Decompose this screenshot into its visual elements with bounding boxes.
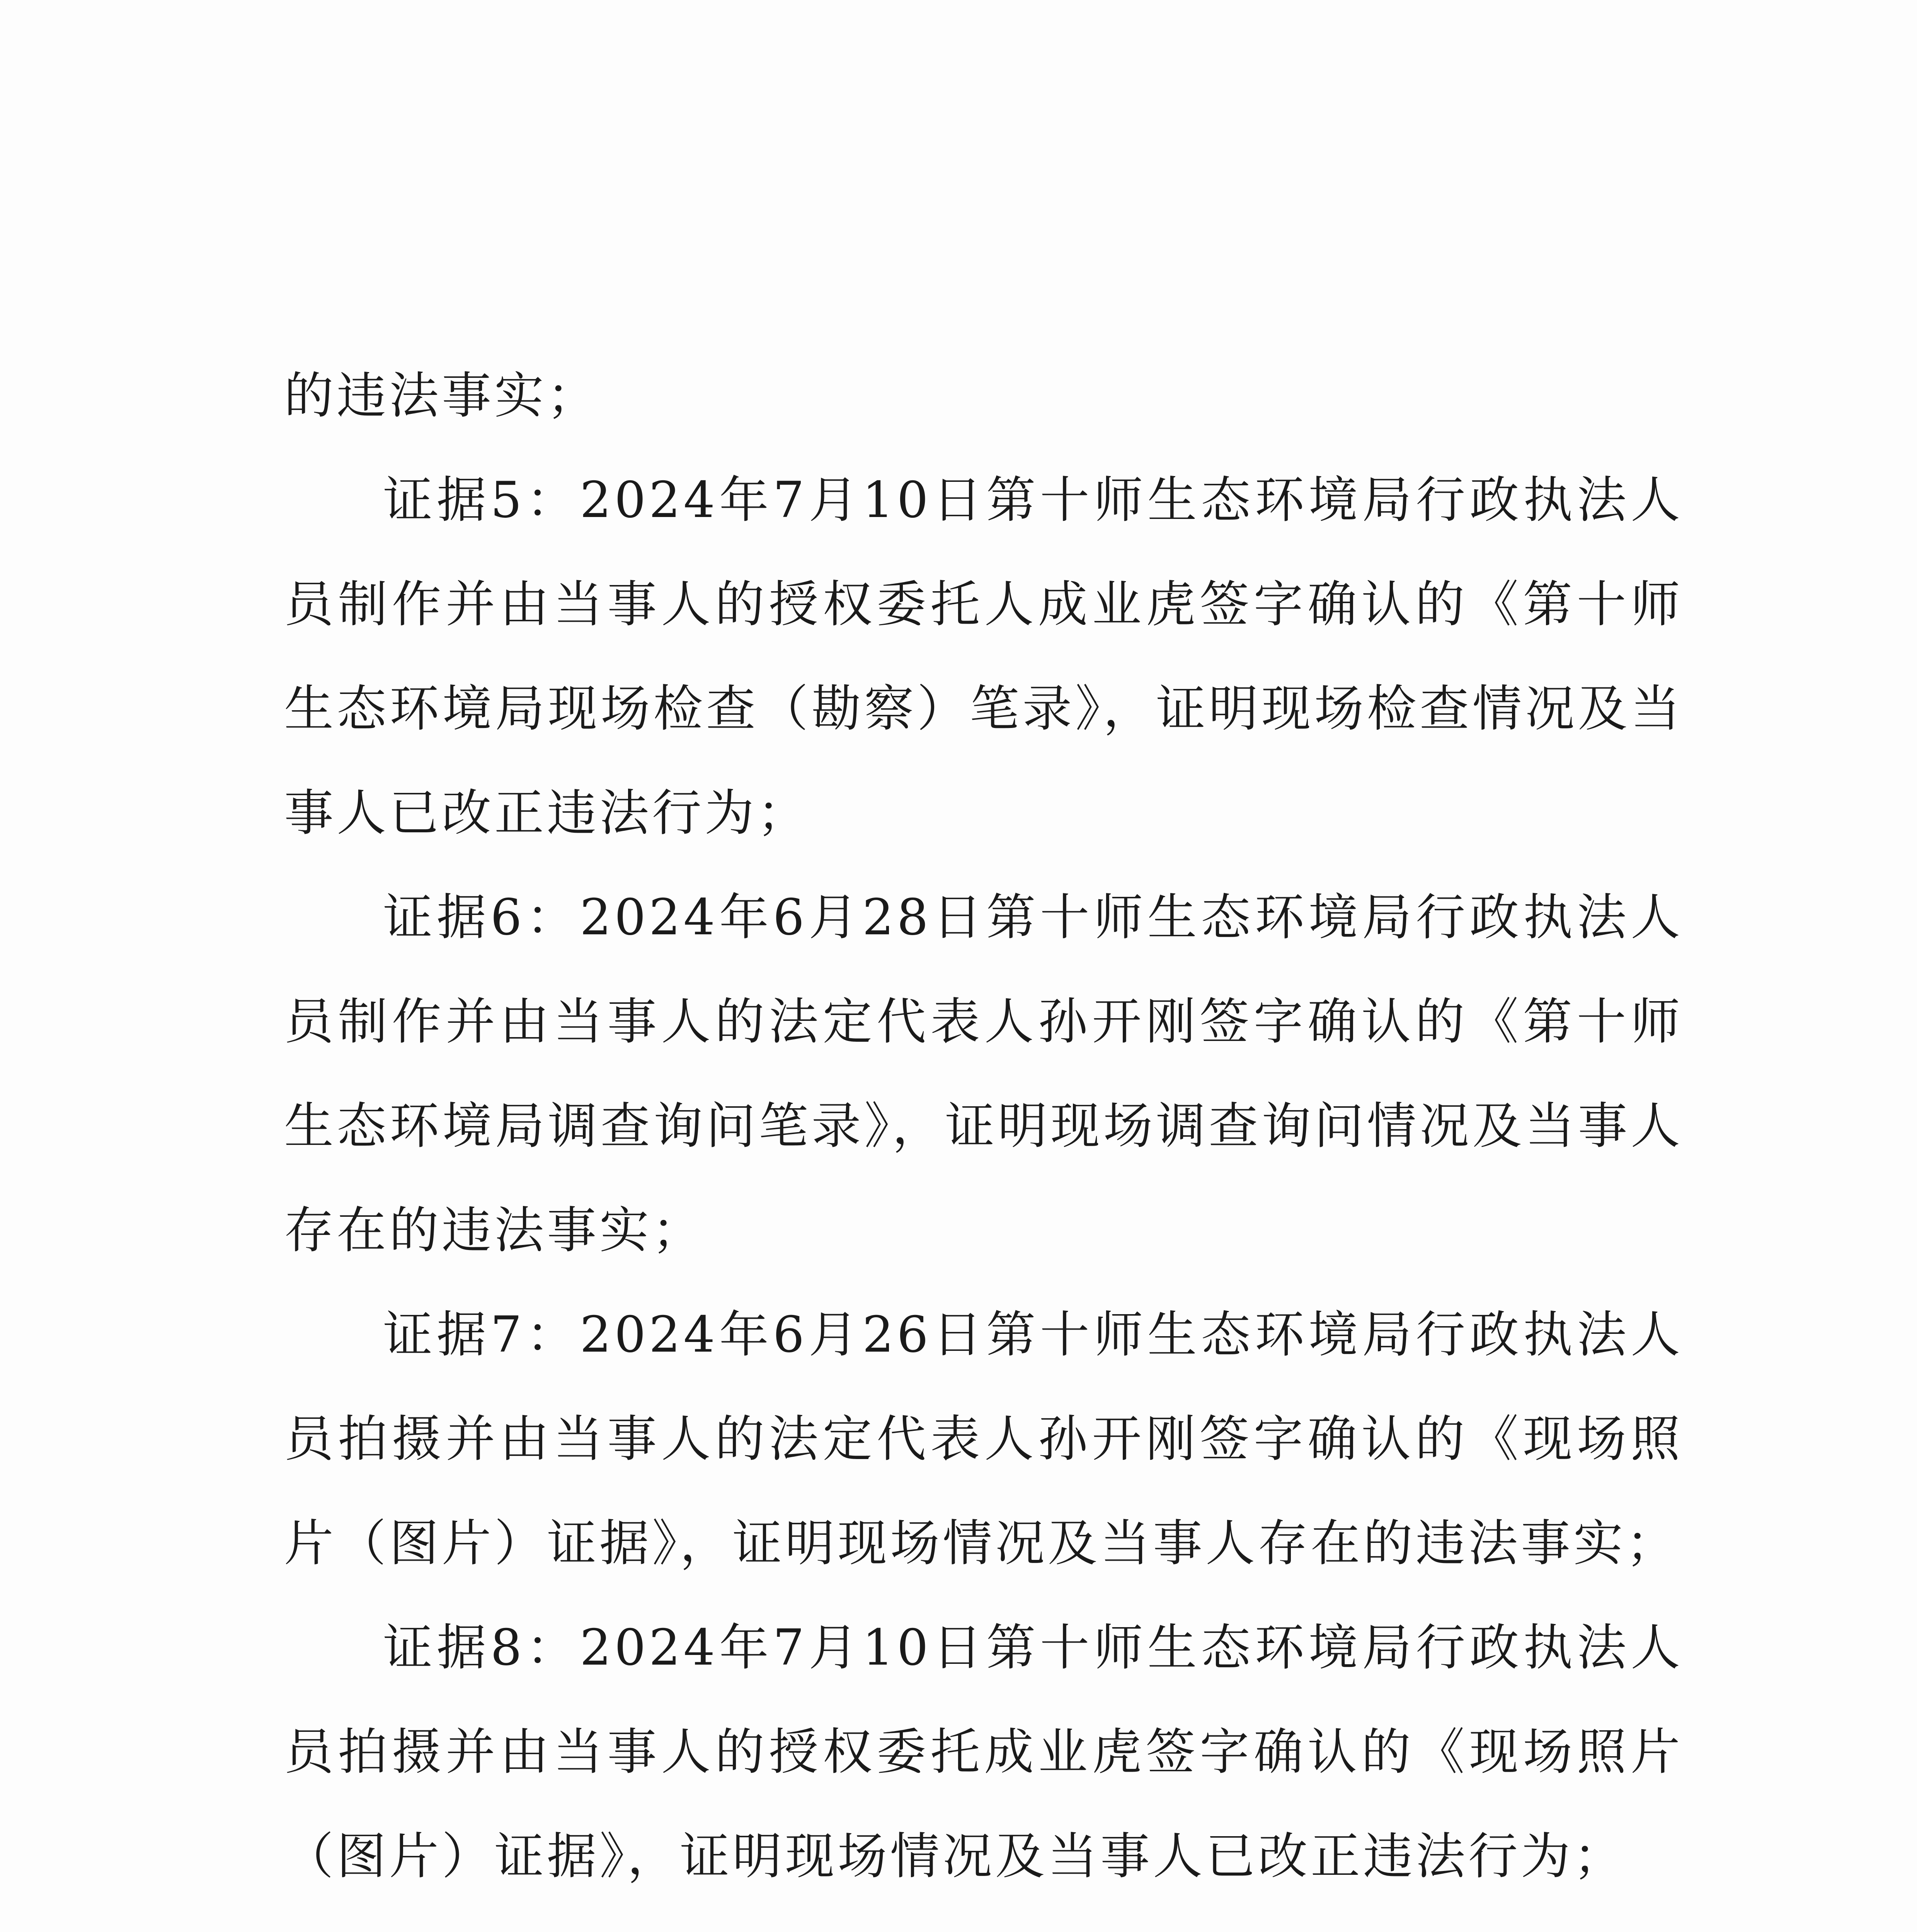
- paragraph-evidence-5: 证据5：2024年7月10日第十师生态环境局行政执法人员制作并由当事人的授权委托人成业虎签字确认的《第十师生态环境局现场检查（勘察）笔录》，证明现场检查情况及当事人已改正违法行为；: [284, 471, 1683, 842]
- paragraph-evidence-8: 证据8：2024年7月10日第十师生态环境局行政执法人员拍摄并由当事人的授权委托成业虎签字确认的《现场照片（图片）证据》，证明现场情况及当事人已改正违法行为；: [284, 1619, 1683, 1885]
- paragraph-evidence-6: 证据6：2024年6月28日第十师生态环境局行政执法人员制作并由当事人的法定代表人孙开刚签字确认的《第十师生态环境局调查询问笔录》，证明现场调查询问情况及当事人存在的违法事实；: [284, 889, 1683, 1259]
- paragraph-evidence-9: [284, 1909, 1683, 1932]
- document-body: [284, 344, 1683, 1932]
- paragraph-continuation: 的违法事实；: [284, 367, 600, 425]
- paragraph-evidence-7: 证据7：2024年6月26日第十师生态环境局行政执法人员拍摄并由当事人的法定代表人孙开刚签字确认的《现场照片（图片）证据》，证明现场情况及当事人存在的违法事实；: [284, 1306, 1683, 1572]
